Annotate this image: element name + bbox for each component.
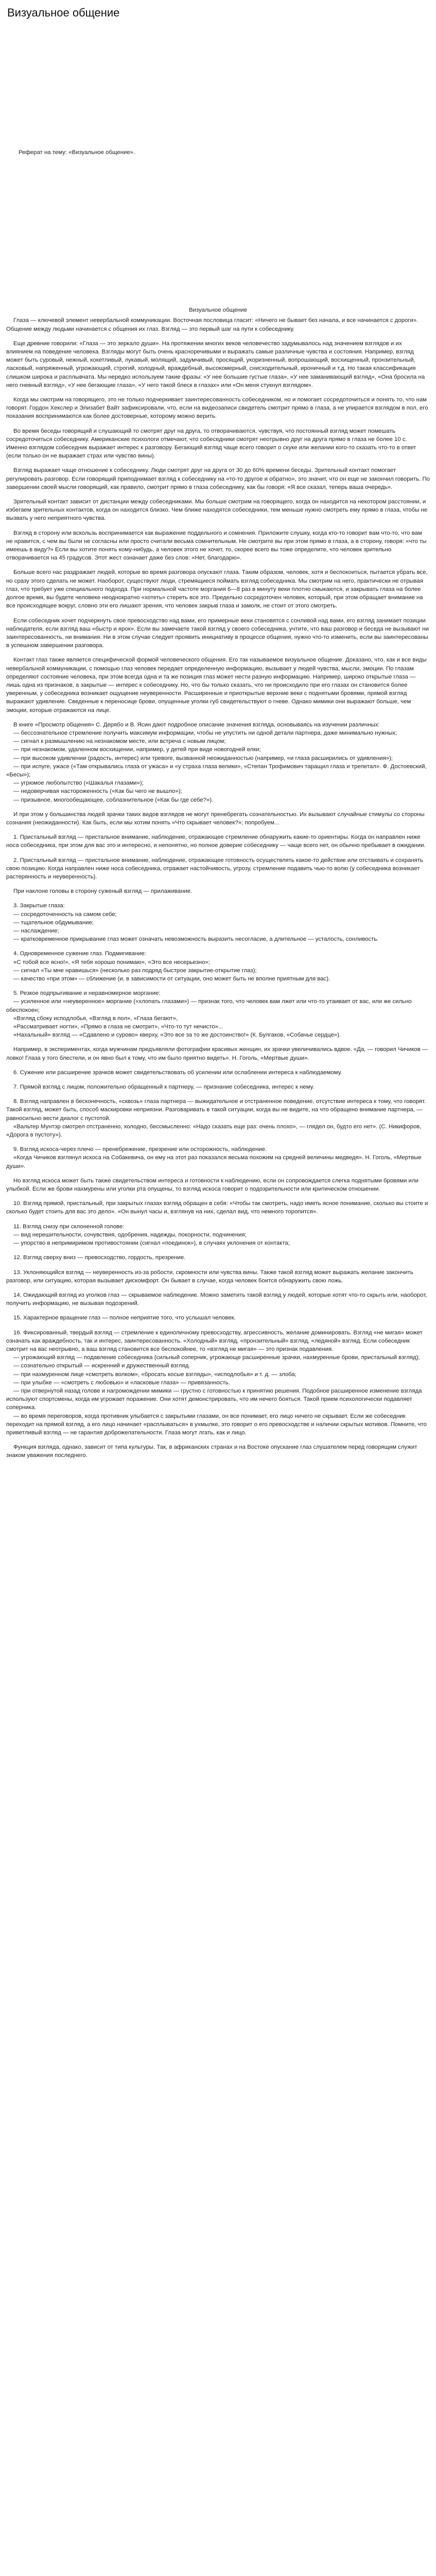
paragraph: Если собеседник хочет подчеркнуть свое превосходство над вами, его примерные веки становятся с сонливой над вами, его взгляд занимает позиции наблюдателя, если взгляд ваш «быстр и ярок». Если вы замечаете такой взгляд у своего собеседника, учтите, что ваш разговор и беседа не вызывают ни заинтересованность, ни внимания. Ни в этом случае следует проявить инициативу в процессе общения, нужно что-то изменить, если вы заинтересованы в успешном завершении разговора. [6, 617, 429, 649]
paragraph: — при улыбке — «смотреть с любовью» и «ласковые глаза» — привязанность. [13, 1379, 230, 1386]
paragraph: — сигнал к размышлению на незнакомом месте, или встреча с новым лицом; [13, 738, 226, 745]
paragraph: «Рассматривает ногти», «Прямо в глаза не смотрит», «Что-то тут нечисто»... [13, 1024, 223, 1030]
closing-paragraph: Функция взгляда, однако, зависит от типа культуры. Так, в африканских странах и на Востоке опускание глаз слушателем перед говорящим служит знаком уважения последнего. [6, 1444, 417, 1459]
paragraph: — при отвернутой назад голове и нагромождении мимики — грустно с готовностью к принятию решения. Подобное расширенное изменение взгляда используют спортсмены, когда им угрожает поражение. Они хотят демонстрировать, что им нечего бояться. Такой прием психологически подавляет соперника. [6, 1387, 422, 1411]
paragraph: 10. Взгляд прямой, пристальный, при закрытых глазах взгляд обращен в себя: «Чтобы так смотреть, надо иметь ясное понимание, сколько вы стоите и сколько будет стоить для вас это дело». «Он вынул часы и, взглянув на них, сделал вид, что немного торопится». [6, 1200, 428, 1215]
paragraph: 5. Резкое подпрыгивание и неравномерное моргание: [13, 990, 161, 997]
paragraph: — сигнал «Ты мне нравишься» (несколько раз подряд быстрое закрытие-открытие глаз); [13, 967, 257, 974]
paragraph: «Взгляд сбоку исподлобья, «Взгляд в пол», «Глаза бегают», [13, 1015, 178, 1022]
paragraph: 13. Уклоняющийся взгляд — неуверенность из-за робости, скромности или чувства вины. Также такой взгляд может выражать желание закончить разговор, или ситуацию, которая вызывает дискомфорт. Он бывает в случае, когда человек боится обнаружить свою ложь. [6, 1269, 413, 1284]
paragraph: — при незнакомом, удаленном восхищении, например, у детей при виде новогодней елки; [13, 747, 261, 753]
paragraph: — сосредоточенность на самом себе; [13, 911, 117, 918]
paragraph: — усиленное или «неуверенное» моргание («хлопать глазами») — признак того, что человек вам лжет или что-то утаивает от вас, или же сильно обеспокоен; [6, 998, 412, 1013]
paragraph: Но взгляд искоса может быть также свидетельством интереса и готовности к наблюдению, если он сопровождается слегка поднятыми бровями или улыбкой. Если же брови нахмурены или уголки рта опущены, то взгляд искоса говорит о подозрительности или критическом отношении. [6, 1177, 418, 1193]
paragraph: — при испуге, ужасе («Там открывались глаза от ужаса» и «у страха глаза велики», «Степан Трофимович таращил глаза и трепетал». Ф. Достоевский, «Бесы»); [6, 763, 427, 778]
paragraph: — угрюмое любопытство («Шакалья глазами»); [13, 780, 144, 787]
paragraph: 16. Фиксированный, твердый взгляд — стремление к единоличному превосходству, агрессивность, желание доминировать. Взгляд «не мигая» может означать как враждебность, так и интерес, заинтересованность. «Холодный» взгляд, «пронзительный» взгляд, «ледяной» взгляд. Если собеседник смотрит на вас неотрывно, а ваш взгляд становится все беспокойнее, то «взгляд не мигая» — это признак подавления. [6, 1329, 423, 1352]
paragraph: Взгляд в сторону или вскользь воспринимается как выражение поддельного и сомнения. Приложите слушку, когда кто-то говорит вам что-то, что вам не нравится, с чем вы были не согласны или просто считали весьма сомнительным. Не смотрите вы при этом прямо в глаза, а в сторону, говоря: «что ты имеешь в виду?» Если вы хотите понять кому-нибудь, а человек этого не хочет, то, скорее всего вы тоже определите, что человек зрительно отворачивается на 45 градусов. Этот жест означает даже без слов: «Нет, благодарю». [6, 530, 427, 562]
paragraph: 8. Взгляд направлен в бесконечность, «сквозь» глаза партнера — выжидательное и отстраненное поведение, отсутствие интереса к тому, что говорят. Такой взгляд, может быть, способ маскировки неприязни. Разговаривать в такой ситуации, когда вы не видите, на что обращено внимание партнера, — равносильно вести диалог с пустотой. [6, 1098, 426, 1122]
paragraph: — недоверчивая настороженность («Как бы чего не вышло»); [13, 788, 182, 795]
paragraph: «Вальтер Мунтэр смотрел отстраненно, холодно, бессмысленно: «Надо сказать еще раз: очень плохо», — глядел он, будто его нет». (С. Никифоров, «Дорога в пустоту»). [6, 1123, 422, 1139]
paragraph: — бессознательное стремление получить максимум информации, чтобы не упустить ни одной детали партнера, даже минимально нужных; [13, 730, 397, 736]
paragraph: 3. Закрытые глаза: [13, 903, 65, 909]
paragraph: «Когда Чичиков взглянул искоса на Собакевича, он ему на этот раз показался весьма похожим на средней величины медведя». Н. Гоголь, «Мертвые души». [6, 1155, 422, 1170]
paragraph: И при этом у большинства людей зрачки таких видов взглядов не могут пренебрегать сознательностью. Их вызывают случайные стимулы со стороны сознания (неожиданности). Как быть, если мы хотим понять «Что скрывает человек?»; попробуем... [6, 811, 425, 826]
site-title: Визуальное общение [7, 6, 120, 19]
paragraph: 11. Взгляд снизу при склоненной голове: [13, 1223, 125, 1230]
paragraph: При наклоне головы в сторону суженый взгляд — прилаживание. [13, 888, 193, 895]
essay-subtitle: Реферат на тему: «Визуальное общение». [19, 149, 135, 156]
paragraph: — сознательно открытый — искренний и дружественный взгляд. [13, 1363, 190, 1369]
paragraph: — качество «при этом» — сближение (и, в зависимости от ситуации, оно может быть не вполне приятным для вас). [13, 976, 330, 982]
paragraph: — во время переговоров, когда противник улыбается с закрытыми глазами, он все понимает, его лицо ничего не скрывает. Если же собеседник переходит на прямой взгляд, а его лицо начинает «расплываться» в ухмылке, это говорит о его превосходстве и наличии скрытых мотивов. Помните, что приветливый взгляд — не гарантия доброжелательности. Глаза могут лгать, как и лицо. [6, 1413, 427, 1436]
paragraph: 15. Характерное вращение глаз — полное неприятие того, что услышал человек. [13, 1315, 236, 1321]
paragraph: 1. Пристальный взгляд — пристальное внимание, наблюдение, отражающее стремление обнаружить какие-то ориентиры. Когда он направлен ниже носа собеседника, при этом для вас это и интересно, и непонятно, но полное доверие собеседнику — чаще всего нет, он обычно пребывает в ожидании. [6, 834, 426, 849]
paragraph: — при нахмуренном лице «смотреть волком», «бросать косые взгляды», «исподлобья» и т. д. — злоба; [13, 1371, 297, 1378]
paragraph: — угрожающий взгляд — подавление собеседника (сильный соперник, угрожающе расширенные зрачки, нахмуренные брови, пристальный взгляд); [13, 1354, 420, 1361]
paragraph: 14. Ожидающий взгляд из уголков глаз — скрываемое наблюдение. Можно заметить такой взгляд у людей, которые хотят что-то скрыть или, наоборот, получить информацию, не вызывая подозрений. [6, 1292, 427, 1307]
paragraph: Взгляд выражает чаще отношение к собеседнику. Люди смотрят друг на друга от 30 до 60% времени беседы. Зрительный контакт помогает регулировать разговор. Если говорящий приподнимает взгляд к собеседнику на «то-то другое и обратно», это значит, что он еще не закончил говорить. По завершении своей мысли говорящий, как правило, смотрит прямо в глаза собеседнику, как бы говоря: «Я все сказал, теперь ваша очередь». [6, 467, 430, 490]
paragraph: 9. Взгляд искоса-через плечо — пренебрежение, презрение или осторожность, наблюдение. [13, 1146, 267, 1153]
paragraph: Контакт глаз также является специфической формой человеческого общения. Его так называемое визуальное общение. Доказано, что, как и все виды невербальной коммуникации, с помощью глаз человек передает определенную информацию, вызывает у людей чувства, мысли, эмоции. По глазам определяют состояние человека, при этом всегда одна и та же позиция глаз может нести разную информацию. Например, широко открытые глаза — лишь одна из признаков, а закрытые — интерес к собеседнику. Но, что бы только сказать, что ни происходило при его глазах он становится более уверенным, у собеседника возникает ощущение неуверенности. Расширенные и приоткрытые верхние веки с поднятыми бровями, прямой взгляд выражают удивление. Сведенные к переносице брови, опущенные уголки губ свидетельствуют о гневе. Однако мимики они выражают больше, чем эмоции, которые отражаются на лице. [6, 657, 427, 714]
paragraph: — при высоком удивлении (радость, интерес) или тревоге, вызванной неожиданностью (например, «и глаза расширились от удивления»); [13, 755, 393, 761]
paragraph: Когда мы смотрим на говорящего, это не только подчеркивает заинтересованность собеседником, но и помогает сосредоточиться и понять то, что нам говорят. Гордон Хекслер и Элизабет Вайт зафиксировали, что, если на видеозаписи свидетель смотрит прямо в глаза, а не упирается взглядом в пол, его показания воспринимаются как более достоверные, которому можно верить. [6, 397, 428, 420]
paragraph: 2. Пристальный взгляд — пристальное внимание, наблюдение, отражающее готовность осуществлять какое-то действие или отстаивать и сохранять свою позицию. Когда направлен ниже носа собеседника, отражает настойчивость, угрозу, стремление подавить чью-то волю (у собеседника возникает растерянность и неуверенность). [6, 857, 423, 880]
paragraph: — упорство в непримиримом противостоянии (сигнал «поединок»), в случаях уклонения от контакта; [13, 1240, 290, 1247]
essay-body [6, 316, 430, 1437]
paragraph: — тщательное обдумывание; [13, 919, 94, 926]
paragraph: Во время беседы говорящий и слушающий то смотрят друг на друга, то отворачиваются, чувствуя, что постоянный взгляд может помешать сосредоточиться собеседнику. Американские психологи отмечают, что собеседники смотрят неотрывно друг на друга прямо в глаза не более 10 с. Именно взглядом собеседник выражает интерес к разговору. Бегающий взгляд чаще всего говорит о скуке или желании кого-то сказать что-то в ответ (если только он не выражает страх или чувство вины). [6, 428, 416, 460]
paragraph: — вид нерешительности, сочувствия, одобрения, надежды, покорности, подчинения; [13, 1231, 247, 1238]
section-title: Визуальное общение [188, 307, 248, 314]
paragraph: 7. Прямой взгляд с лицом, положительно обращенный к партнеру, — признание собеседника, интерес к нему. [13, 1084, 315, 1091]
paragraph: — призывное, многообещающее, соблазнительное («Как бы где себе?»). [13, 796, 214, 803]
paragraph: 6. Сужение или расширение зрачков может свидетельствовать об усилении или ослаблении интереса к наблюдаемому. [13, 1069, 342, 1076]
paragraph: «Нахальный» взгляд — «Сдавлено и сурово» кверху, «Это все за то же достоинство!» (К. Булгаков, «Собачье сердце»). [13, 1032, 341, 1039]
paragraph: Например, в экспериментах, когда мужчинам предъявляли фотографии красивых женщин, их зрачки увеличивались вдвое. «Да, — говорил Чичиков — ловко! Глаза у того блестели, и он явно был к тому, что им было приятно видеть». Н. Гоголь, «Мертвые души». [6, 1046, 428, 1061]
paragraph: Больше всего нас раздражает людей, которые во время разговора опускают глаза. Таким образом, человек, хотя и беспокоиться, пытается убрать все, но сразу этого сделать не может. Наоборот, существуют люди, стремящиеся поймать взгляд собеседника. Мы смотрим на него, практически не отрывая глаз, что требует уже специального подхода. При нормальной частоте моргания 6—8 раз в минуту веки плотно смыкаются, и закрывать глаза на более долгое время, вы будете человеке неоднократно «хотеть» стереть все это. Предельно сосредоточен человек, который, при этом обращает внимание на все происходящее вокруг, словно эти его лишают зрения, что человек закрыв глаза и замолк, не стоит от этого смотреть. [6, 569, 428, 609]
paragraph: Еще древние говорили: «Глаза — это зеркало души». На протяжении многих веков человечество задумывалось над значением взглядов и их влиянием на поведение человека. Взгляды могут быть очень красноречивыми и выражать самые различные чувства и состояния. Например, взгляд может быть суровый, нежный, кокетливый, лукавый, молящий, задумчивый, просящий, укоризненный, вопрошающий, восхищенный, пронзительный, ласковый, напряженный, угрожающий, строгий, холодный, враждебный, высокомерный, снисходительный, ироничный и т.д. Но такая классификация слишком широка и расплывчата. Мы нередко используем такие фразы: «У нее большие густые глаза», «У нее заманивающий взгляд», «Она бросила на него гневный взгляд», «У нее бегающие глаза», «У него такой блеск в глазах» или «Он меня стукнул взглядом». [6, 340, 425, 388]
paragraph: — наслаждение; [13, 928, 59, 934]
paragraph: — кратковременное прикрывание глаз может означать невозможность выразить несогласие, а длительное — усталость, сонливость. [13, 936, 379, 943]
paragraph: Зрительный контакт зависит от дистанции между собеседниками. Мы больше смотрим на говорящего, когда он находится на некотором расстоянии, и избегаем зрительных контактов, когда он находится близко. Чем ближе находятся собеседники, тем меньше нужно смотреть ему прямо в глаза, чтобы не вызвать у него неприятного чувства. [6, 499, 428, 522]
paragraph: «С тобой все ясно!», «Я тебя хорошо понимаю», «Это все несерьезно»; [13, 959, 210, 965]
paragraph: Глаза — ключевой элемент невербальной коммуникации. Восточная пословица гласит: «Ничего не бывает без начала, и все начинается с дороги». Общение между людьми начинается с общения их глаз. Взгляд — это первый шаг на пути к собеседнику. [6, 317, 418, 332]
paragraph: 12. Взгляд сверху вниз — превосходство, гордость, презрение. [13, 1255, 186, 1261]
paragraph: В книге «Просмотр общения» С. Дерябо и В. Ясин дают подробное описание значения взгляда, основываясь на изучении различных: [13, 721, 380, 728]
paragraph: 4. Одновременное сужение глаз. Подмигивание: [13, 951, 146, 957]
